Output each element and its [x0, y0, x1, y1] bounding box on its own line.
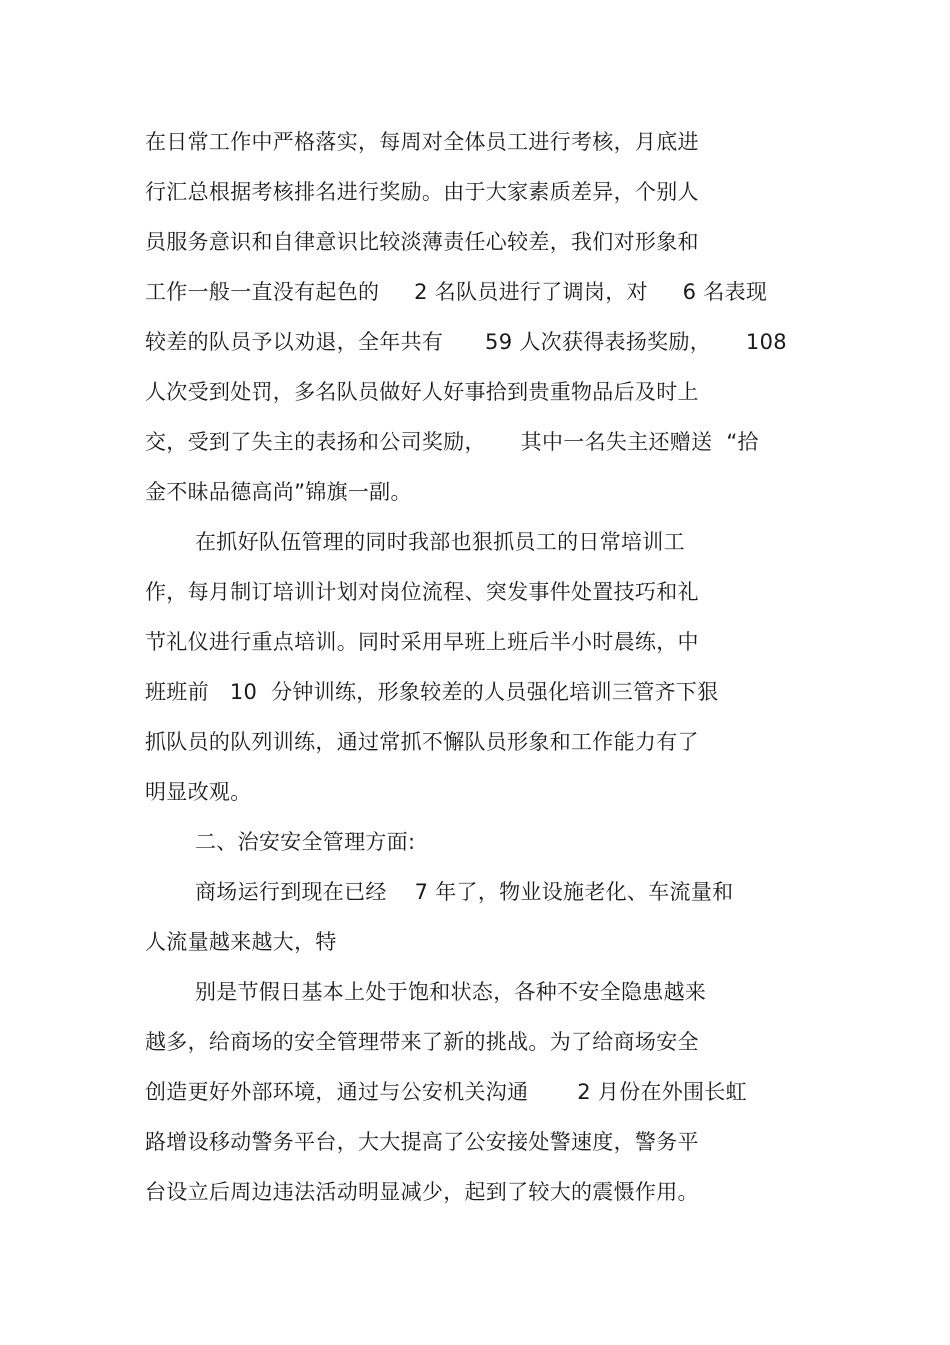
text-line-14: 人流量越来越大，特 — [145, 930, 337, 954]
paragraph-indent-line-2: 商场运行到现在已经 7 年了，物业设施老化、车流量和 — [195, 880, 734, 904]
text-line-17: 路增设移动警务平台，大大提高了公安接处警速度，警务平 — [145, 1130, 699, 1154]
text-line-16: 创造更好外部环境，通过与公安机关沟通 2 月份在外围长虹 — [145, 1080, 747, 1104]
text-line-6: 人次受到处罚，多名队员做好人好事拾到贵重物品后及时上 — [145, 380, 699, 404]
text-line-5: 较差的队员予以劝退，全年共有 59 人次获得表扬奖励， 108 — [145, 330, 787, 354]
text-line-15: 越多，给商场的安全管理带来了新的挑战。为了给商场安全 — [145, 1030, 699, 1054]
paragraph-indent-line-3: 别是节假日基本上处于饱和状态，各种不安全隐患越来 — [195, 980, 707, 1004]
text-line-9: 作，每月制订培训计划对岗位流程、突发事件处置技巧和礼 — [145, 580, 699, 604]
text-line-18: 台设立后周边违法活动明显减少，起到了较大的震慑作用。 — [145, 1180, 699, 1204]
text-line-2: 行汇总根据考核排名进行奖励。由于大家素质差异，个别人 — [145, 180, 699, 204]
text-line-10: 节礼仪进行重点培训。同时采用早班上班后半小时晨练，中 — [145, 630, 699, 654]
text-line-12: 抓队员的队列训练，通过常抓不懈队员形象和工作能力有了 — [145, 730, 699, 754]
text-line-8: 金不昧品德高尚”锦旗一副。 — [145, 480, 412, 504]
text-line-3: 员服务意识和自律意识比较淡薄责任心较差，我们对形象和 — [145, 230, 699, 254]
text-line-11: 班班前 10 分钟训练，形象较差的人员强化培训三管齐下狠 — [145, 680, 719, 704]
text-line-13: 明显改观。 — [145, 780, 252, 804]
paragraph-indent-line-1: 在抓好队伍管理的同时我部也狠抓员工的日常培训工 — [195, 530, 685, 554]
text-line-4: 工作一般一直没有起色的 2 名队员进行了调岗，对 6 名表现 — [145, 280, 768, 304]
text-line-7: 交，受到了失主的表扬和公司奖励， 其中一名失主还赠送 “拾 — [145, 430, 759, 454]
text-line-1: 在日常工作中严格落实，每周对全体员工进行考核，月底进 — [145, 130, 699, 154]
section-heading: 二、治安安全管理方面: — [195, 830, 416, 854]
